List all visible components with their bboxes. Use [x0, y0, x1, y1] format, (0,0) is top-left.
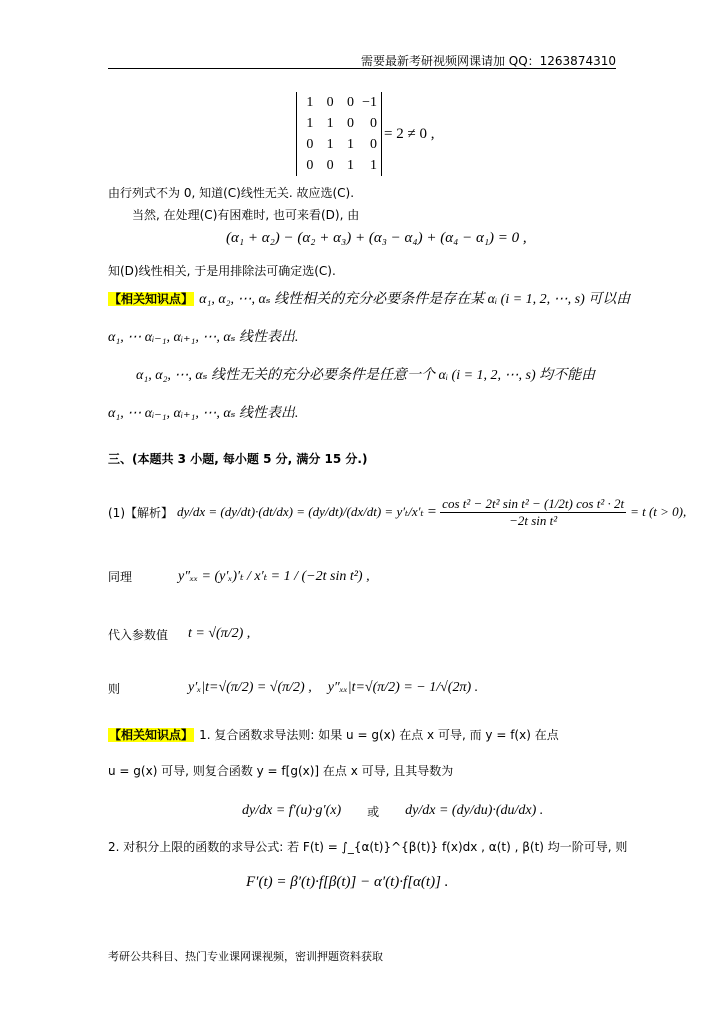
ze-equation-2: y″ₓₓ|t=√(π/2) = − 1/√(2π) . [327, 680, 479, 695]
knowledge-label: 【相关知识点】 [109, 728, 194, 742]
ze-row [108, 670, 478, 706]
equation-1: (α₁ + α₂) − (α₂ + α₃) + (α₃ − α₄) + (α₄ − α₁) = 0 , [226, 230, 527, 246]
det-cell: 0 [306, 136, 314, 152]
kp3-text-cont: u = g(x) 可导, 则复合函数 y = f[g(x)] 在点 x 可导, 且其导数为 [108, 764, 454, 778]
det-cell: 1 [306, 94, 314, 110]
determinant [296, 92, 382, 176]
header-text: 需要最新考研视频网课请加 QQ：1263874310 [360, 54, 616, 68]
item1-denominator: −2t sin t² [509, 512, 558, 528]
det-cell: 1 [326, 136, 334, 152]
knowledge-point-3 [108, 724, 559, 743]
page-footer [108, 948, 383, 964]
kp3-or: 或 [367, 804, 380, 819]
det-cell: 0 [346, 94, 354, 110]
det-cell: 1 [306, 115, 314, 131]
knowledge-point-1 [108, 288, 630, 308]
kp1-text-cont: α₁, ⋯ αᵢ₋₁, αᵢ₊₁, ⋯, αₛ 线性表出. [108, 330, 299, 345]
footer-text: 考研公共科目、热门专业课网课视频，密训押题资料获取 [108, 950, 383, 963]
kp4-equation: F′(t) = β′(t)·f[β(t)] − α′(t)·f[α(t)] . [246, 874, 449, 890]
body-line-1: 由行列式不为 0, 知道(C)线性无关. 故应选(C). [108, 186, 355, 200]
kp2-text-cont: α₁, ⋯ αᵢ₋₁, αᵢ₊₁, ⋯, αₛ 线性表出. [108, 406, 299, 421]
item1-result: = t (t > 0), [630, 504, 687, 519]
kp3-equation-b: dy/dx = (dy/du)·(du/dx) . [405, 803, 544, 818]
knowledge-label: 【相关知识点】 [109, 292, 194, 306]
daiiru-label: 代入参数值 [108, 627, 169, 642]
kp1-text: α₁, α₂, ⋯, αₛ 线性相关的充分必要条件是存在某 αᵢ (i = 1, 2, ⋯, s) 可以由 [199, 292, 631, 307]
det-cell: 1 [346, 157, 354, 173]
kp2-text: α₁, α₂, ⋯, αₛ 线性无关的充分必要条件是任意一个 αᵢ (i = 1, 2, ⋯, s) 均不能由 [136, 368, 596, 383]
ze-label: 则 [108, 681, 121, 696]
det-cell: 0 [370, 136, 377, 152]
item1-solution: (1)【解析】 dy/dx = (dy/dt)·(dt/dx) = (dy/dt)/(dx/dt) = y′ₜ/x′ₜ = $\frac{\text{cos t² − 2t² sin t² − (1/2t) cos t² · 2t}}{\text{−2t sin t²}}$ = t (t > 0), [108, 495, 687, 528]
daiiru-equation: t = √(π/2) , [188, 626, 251, 641]
item1-equation: dy/dx = (dy/dt)·(dt/dx) = (dy/dt)/(dx/dt) = y′ₜ/x′ₜ [177, 504, 424, 519]
ze-equation-1: y′ₓ|t=√(π/2) = √(π/2) , [188, 680, 312, 695]
tongli-label: 同理 [108, 569, 133, 584]
tongli-equation: y″ₓₓ = (y′ₓ)′ₜ / x′ₜ = 1 / (−2t sin t²) , [178, 568, 370, 584]
kp3-text: 1. 复合函数求导法则: 如果 u = g(x) 在点 x 可导, 而 y = f(x) 在点 [199, 728, 559, 742]
body-line-3: 知(D)线性相关, 于是用排除法可确定选(C). [108, 264, 336, 278]
det-cell: 0 [326, 94, 334, 110]
item1-fraction [440, 496, 626, 529]
det-cell: 0 [370, 115, 377, 131]
det-cell: 1 [370, 157, 377, 173]
page-header [108, 52, 616, 69]
det-cell: 0 [346, 115, 354, 131]
tongli-row [108, 556, 370, 596]
kp3-equations [242, 796, 543, 826]
det-cell: 1 [346, 136, 354, 152]
section-3-title: 三、(本题共 3 小题, 每小题 5 分, 满分 15 分.) [108, 452, 368, 466]
daiiru-row [108, 616, 250, 652]
determinant-result: = 2 ≠ 0 , [384, 126, 435, 142]
det-cell: 0 [306, 157, 314, 173]
item1-label: (1)【解析】 [108, 505, 173, 520]
det-cell: 0 [326, 157, 334, 173]
det-cell: −1 [362, 94, 377, 110]
det-cell: 1 [326, 115, 334, 131]
body-line-2: 当然, 在处理(C)有困难时, 也可来看(D), 由 [132, 208, 360, 222]
kp4-text: 2. 对积分上限的函数的求导公式: 若 F(t) = ∫_{α(t)}^{β(t)} f(x)dx , α(t) , β(t) 均一阶可导, 则 [108, 840, 628, 854]
item1-numerator: cos t² − 2t² sin t² − (1/2t) cos t² · 2t [442, 495, 625, 511]
kp3-equation-a: dy/dx = f′(u)·g′(x) [242, 803, 342, 818]
